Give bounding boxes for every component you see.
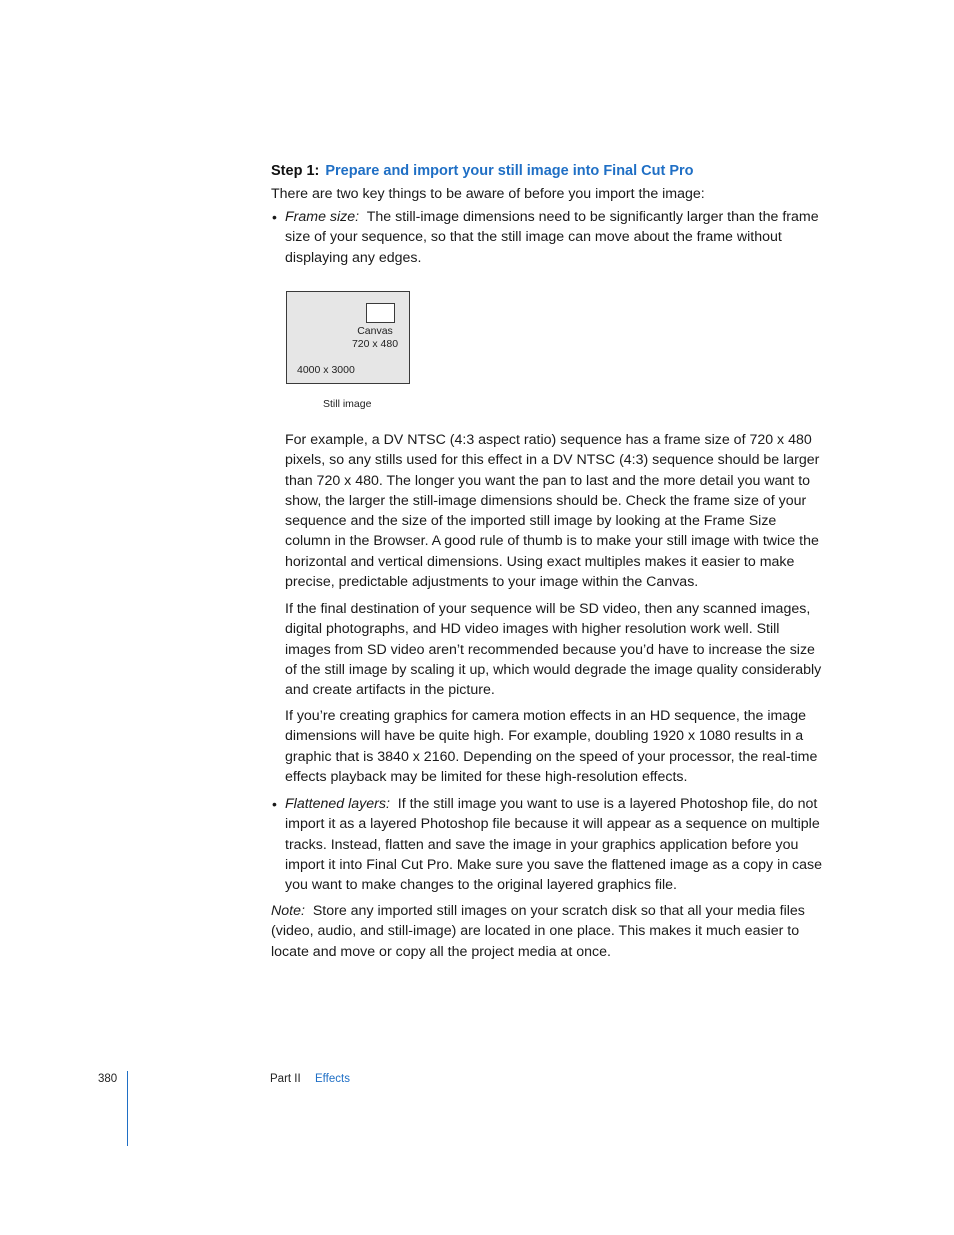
bullet-frame-size xyxy=(285,207,825,268)
canvas-label: Canvas xyxy=(357,325,393,337)
note-text: Store any imported still images on your scratch disk so that all your media files (video, audio, and still-image) are located in one place. This makes it much easier to locate and move or copy all the project media at once. xyxy=(271,903,805,960)
body-paragraph: If the final destination of your sequence will be SD video, then any scanned images, digital photographs, and HD video images with higher resolution work well. Still images from SD video aren’t recommended because you’d have to increase the size of the still image by scaling it up, which would degrade the image quality considerably and create artifacts in the picture. xyxy=(285,601,822,699)
note-paragraph xyxy=(271,901,826,962)
step-heading xyxy=(271,163,871,179)
body-paragraph: For example, a DV NTSC (4:3 aspect ratio) sequence has a frame size of 720 x 480 pixels, so any stills used for this effect in a DV NTSC (4:3) sequence should be larger than 720 x 480. The longer you want the pan to last and the more detail you want to show, the larger the still-image dimensions should be. Check the frame size of your sequence and the size of the imported still image by looking at the Frame Size column in the Browser. A good rule of thumb is to make your still image with twice the horizontal and vertical dimensions. Using exact multiples makes it easier to make precise, predictable adjustments to your image within the Canvas. xyxy=(285,432,820,591)
step-label: Step 1: xyxy=(271,163,320,179)
bullet-marker: • xyxy=(272,796,277,812)
canvas-frame-rect xyxy=(366,303,395,323)
bullet-flattened-layers xyxy=(285,794,825,895)
bullet-term: Flattened layers: xyxy=(285,796,390,812)
footer-part-label: Part II xyxy=(270,1073,301,1085)
image-size-label: 4000 x 3000 xyxy=(297,364,355,376)
bullet-text: If the still image you want to use is a layered Photoshop file, do not import it as a layered Photoshop file because it will appear as a sequence on multiple tracks. Instead, flatten and save the image in your graphics application before you import it into Final Cut Pro. Make sure you save the flattened image as a copy in case you want to make changes to the original layered graphics file. xyxy=(285,796,823,894)
page-number: 380 xyxy=(98,1073,118,1085)
figure-caption: Still image xyxy=(323,398,372,410)
note-label: Note: xyxy=(271,903,305,919)
bullet-text: The still-image dimensions need to be significantly larger than the frame size of your sequence, so that the still image can move about the frame without displaying any edges. xyxy=(285,209,819,266)
step-title: Prepare and import your still image into Final Cut Pro xyxy=(325,163,694,179)
footer-section-link[interactable]: Effects xyxy=(315,1073,350,1085)
body-paragraph: If you’re creating graphics for camera motion effects in an HD sequence, the image dimensions will have be quite high. For example, doubling 1920 x 1080 results in a graphic that is 3840 x 2160. Depending on the speed of your processor, the real-time effects playback may be limited for these high-resolution effects. xyxy=(285,708,818,785)
bullet-term: Frame size: xyxy=(285,209,360,225)
bullet-marker: • xyxy=(272,209,277,225)
canvas-size-label: 720 x 480 xyxy=(351,338,399,350)
footer-divider xyxy=(127,1071,128,1146)
intro-paragraph: There are two key things to be aware of before you import the image: xyxy=(271,186,705,202)
